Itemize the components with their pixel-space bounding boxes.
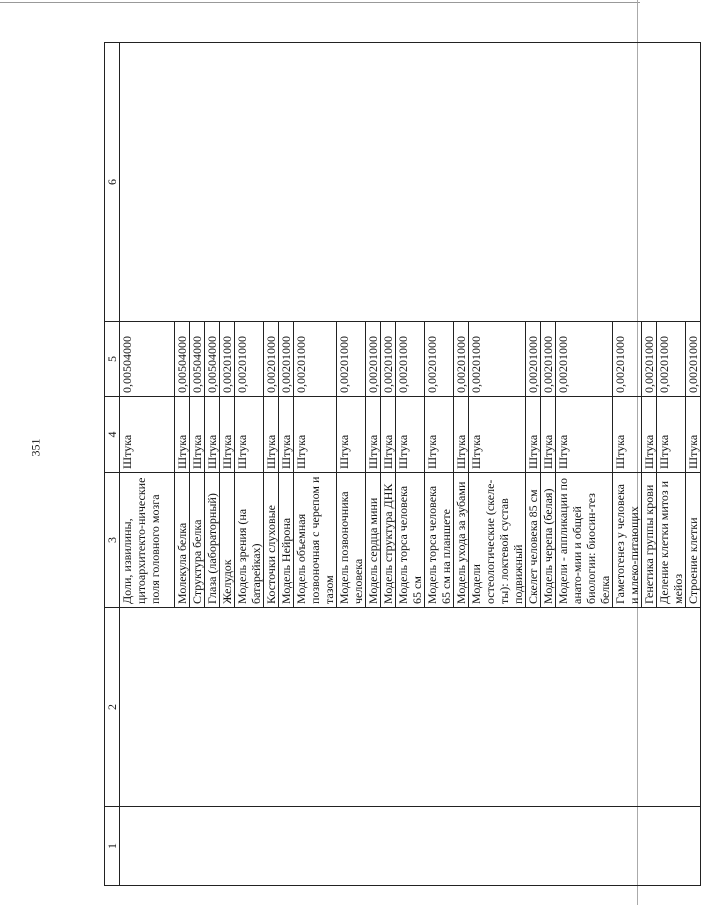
- item-unit: Штука: [190, 397, 205, 473]
- item-name: Скелет человека 85 см: [526, 473, 541, 608]
- item-unit: Штука: [556, 397, 613, 473]
- item-code: 0,00201000: [556, 322, 613, 397]
- item-name: Модель позвоночника человека: [337, 473, 366, 608]
- item-name: Модель ухода за зубами: [454, 473, 469, 608]
- column-number-1: 1: [105, 807, 120, 886]
- item-unit: Штука: [175, 397, 190, 473]
- item-name: Модель Нейрона: [279, 473, 294, 608]
- scan-edge-top: [0, 2, 640, 3]
- item-code: 0,00201000: [425, 322, 454, 397]
- item-code: 0,00201000: [686, 322, 701, 397]
- item-code: 0,00201000: [541, 322, 556, 397]
- item-code: 0,00201000: [454, 322, 469, 397]
- item-code: 0,00201000: [235, 322, 264, 397]
- item-unit: Штука: [220, 397, 235, 473]
- item-name: Доли, извилины, цитоархитекто-ническиe поля головного мозга: [120, 473, 175, 608]
- item-code: 0,00201000: [381, 322, 396, 397]
- item-name: Модель зрения (на батарейках): [235, 473, 264, 608]
- empty-cell-col6: [120, 43, 701, 322]
- item-name: Модель структура ДНК: [381, 473, 396, 608]
- item-name: Деление клетки митоз и мейоз: [657, 473, 686, 608]
- item-code: 0,00201000: [264, 322, 279, 397]
- item-code: 0,00201000: [526, 322, 541, 397]
- item-unit: Штука: [294, 397, 337, 473]
- item-unit: Штука: [541, 397, 556, 473]
- item-code: 0,00201000: [396, 322, 425, 397]
- item-code: 0,00201000: [366, 322, 381, 397]
- item-name: Глаза (лабораторный): [205, 473, 220, 608]
- item-name: Модель черепа (белая): [541, 473, 556, 608]
- item-unit: Штука: [686, 397, 701, 473]
- empty-cell-col2: [120, 608, 701, 807]
- table-row: [120, 43, 175, 886]
- item-code: 0,00201000: [642, 322, 657, 397]
- column-number-2: 2: [105, 608, 120, 807]
- item-unit: Штука: [396, 397, 425, 473]
- item-code: 0,00201000: [294, 322, 337, 397]
- item-unit: Штука: [366, 397, 381, 473]
- item-name: Молекула белка: [175, 473, 190, 608]
- item-name: Строение клетки: [686, 473, 701, 608]
- item-unit: Штука: [205, 397, 220, 473]
- item-unit: Штука: [279, 397, 294, 473]
- item-name: Модель торса человека 65 см: [396, 473, 425, 608]
- item-unit: Штука: [235, 397, 264, 473]
- item-unit: Штука: [264, 397, 279, 473]
- item-unit: Штука: [381, 397, 396, 473]
- item-name: Модель торса человека 65 см на планшете: [425, 473, 454, 608]
- item-unit: Штука: [120, 397, 175, 473]
- item-unit: Штука: [613, 397, 642, 473]
- item-name: Косточки слуховые: [264, 473, 279, 608]
- item-code: 0,00201000: [613, 322, 642, 397]
- column-number-3: 3: [105, 473, 120, 608]
- item-name: Структура белка: [190, 473, 205, 608]
- item-unit: Штука: [657, 397, 686, 473]
- item-unit: Штука: [526, 397, 541, 473]
- item-code: 0,00504000: [190, 322, 205, 397]
- item-name: Модель объемная позвоночная с черепом и тазом: [294, 473, 337, 608]
- item-code: 0,00504000: [205, 322, 220, 397]
- item-unit: Штука: [469, 397, 526, 473]
- rotated-table-container: [104, 43, 700, 886]
- item-name: Гаметогенез у человека и млеко-питающих: [613, 473, 642, 608]
- item-name: Модели - аппликации по анато-мии и общей биологии: биосин-тез белка: [556, 473, 613, 608]
- item-unit: Штука: [642, 397, 657, 473]
- column-number-5: 5: [105, 322, 120, 397]
- item-code: 0,00504000: [175, 322, 190, 397]
- item-code: 0,00201000: [657, 322, 686, 397]
- item-name: Модель сердца мини: [366, 473, 381, 608]
- item-name: Генетика группы крови: [642, 473, 657, 608]
- empty-cell-col1: [120, 807, 701, 886]
- item-unit: Штука: [454, 397, 469, 473]
- column-number-4: 4: [105, 397, 120, 473]
- item-code: 0,00201000: [337, 322, 366, 397]
- table-body: [105, 43, 701, 886]
- item-code: 0,00201000: [220, 322, 235, 397]
- item-unit: Штука: [337, 397, 366, 473]
- header-row: [105, 43, 120, 886]
- column-number-6: 6: [105, 43, 120, 322]
- item-code: 0,00504000: [120, 322, 175, 397]
- item-code: 0,00201000: [279, 322, 294, 397]
- page-number: 351: [28, 438, 43, 457]
- item-name: Модели остеологические (скеле-ты): локтевой сустав подвижный: [469, 473, 526, 608]
- item-code: 0,00201000: [469, 322, 526, 397]
- item-unit: Штука: [425, 397, 454, 473]
- item-name: Желудок: [220, 473, 235, 608]
- specification-table: [104, 42, 701, 886]
